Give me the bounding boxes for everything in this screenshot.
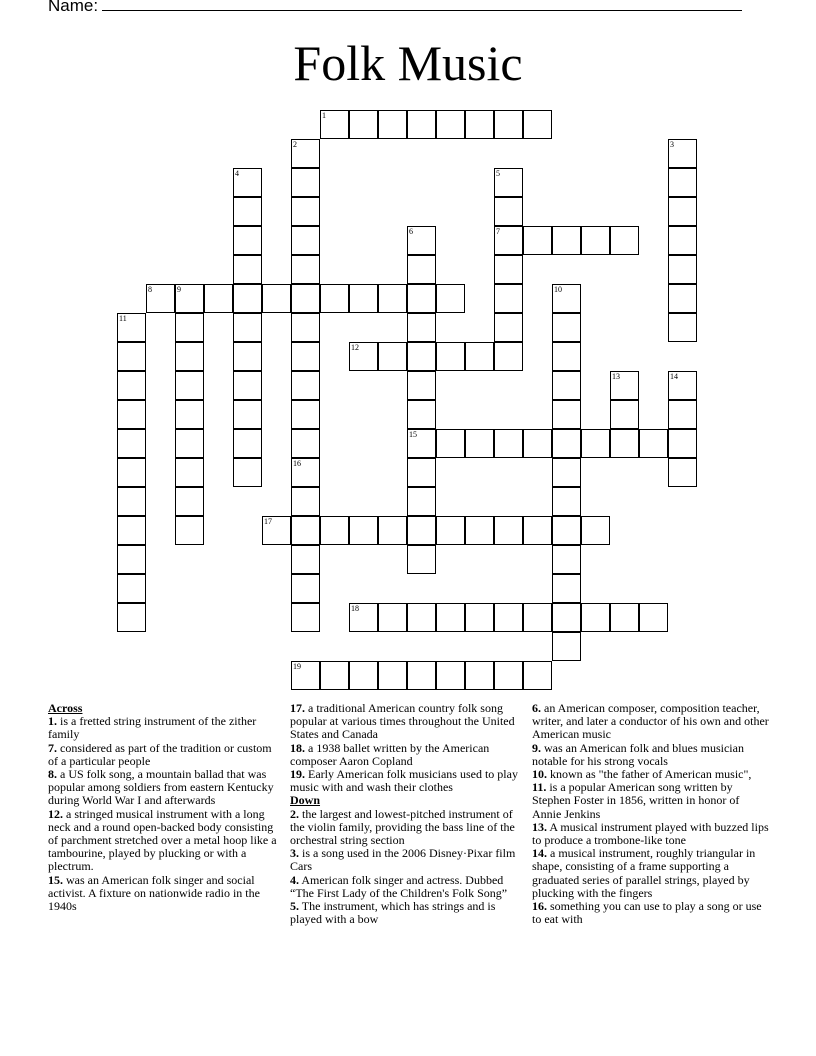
grid-cell[interactable]	[407, 487, 436, 516]
clue-number: 6	[409, 227, 413, 236]
grid-cell[interactable]	[494, 313, 523, 342]
grid-cell[interactable]	[233, 400, 262, 429]
grid-cell[interactable]	[494, 661, 523, 690]
grid-cell[interactable]	[668, 197, 697, 226]
clue-number: 3	[670, 140, 674, 149]
grid-cell[interactable]	[146, 284, 175, 313]
grid-cell[interactable]	[349, 603, 378, 632]
grid-cell[interactable]	[378, 110, 407, 139]
grid-cell[interactable]	[552, 545, 581, 574]
grid-cell[interactable]	[291, 603, 320, 632]
grid-cell[interactable]	[436, 429, 465, 458]
grid-cell[interactable]	[117, 516, 146, 545]
grid-cell[interactable]	[407, 516, 436, 545]
clue-number: 1	[322, 111, 326, 120]
grid-cell[interactable]	[668, 139, 697, 168]
grid-cell[interactable]	[407, 603, 436, 632]
grid-cell[interactable]	[291, 168, 320, 197]
grid-cell[interactable]	[668, 255, 697, 284]
clue-item: 1. is a fretted string instrument of the zither family	[48, 714, 257, 742]
grid-cell[interactable]	[581, 603, 610, 632]
grid-cell[interactable]	[233, 226, 262, 255]
clue-number: 5	[496, 169, 500, 178]
clue-item: 4. American folk singer and actress. Dubbed “The First Lady of the Children's Folk Song”	[290, 872, 508, 900]
grid-cell[interactable]	[407, 342, 436, 371]
grid-cell[interactable]	[668, 458, 697, 487]
grid-cell[interactable]	[291, 429, 320, 458]
grid-cell[interactable]	[552, 574, 581, 603]
grid-cell[interactable]	[668, 400, 697, 429]
clue-number: 2	[293, 140, 297, 149]
grid-cell[interactable]	[552, 226, 581, 255]
clue-number: 18	[351, 604, 359, 613]
clue-item: 2. the largest and lowest-pitched instrument of the violin family, providing the bass line of the orchestral string section	[290, 806, 515, 848]
grid-cell[interactable]	[494, 110, 523, 139]
grid-cell[interactable]	[668, 371, 697, 400]
clue-number: 10	[554, 285, 562, 294]
grid-cell[interactable]	[494, 197, 523, 226]
grid-cell[interactable]	[175, 284, 204, 313]
grid-cell[interactable]	[349, 110, 378, 139]
grid-cell[interactable]	[552, 313, 581, 342]
grid-cell[interactable]	[668, 313, 697, 342]
clue-item: 19. Early American folk musicians used to play music with and wash their clothes	[290, 767, 518, 795]
clue-item: 10. known as "the father of American music",	[532, 767, 752, 782]
clue-item: 15. was an American folk singer and social activist. A fixture on nationwide radio in the 1940s	[48, 872, 260, 914]
clue-column-2	[290, 702, 526, 926]
clue-number: 9	[177, 285, 181, 294]
grid-cell[interactable]	[175, 487, 204, 516]
grid-cell[interactable]	[668, 429, 697, 458]
clue-number: 19	[293, 662, 301, 671]
grid-cell[interactable]	[523, 603, 552, 632]
grid-cell[interactable]	[204, 284, 233, 313]
grid-cell[interactable]	[233, 255, 262, 284]
grid-cell[interactable]	[552, 400, 581, 429]
clue-item: 14. a musical instrument, roughly triangular in shape, consisting of a frame supporting a graduated series of parallel strings, played by plucking with the fingers	[532, 846, 756, 900]
grid-cell[interactable]	[233, 313, 262, 342]
grid-cell[interactable]	[175, 458, 204, 487]
grid-cell[interactable]	[407, 661, 436, 690]
clue-item: 9. was an American folk and blues musician notable for his strong vocals	[532, 740, 744, 768]
grid-cell[interactable]	[349, 516, 378, 545]
grid-cell[interactable]	[639, 603, 668, 632]
grid-cell[interactable]	[552, 458, 581, 487]
clue-column-3	[532, 702, 770, 926]
grid-cell[interactable]	[494, 255, 523, 284]
grid-cell[interactable]	[117, 342, 146, 371]
grid-cell[interactable]	[233, 371, 262, 400]
clue-item: 11. is a popular American song written by Stephen Foster in 1856, written in honor of Annie Jenkins	[532, 780, 740, 821]
grid-cell[interactable]	[117, 458, 146, 487]
grid-cell[interactable]	[610, 429, 639, 458]
grid-cell[interactable]	[407, 110, 436, 139]
grid-cell[interactable]	[407, 458, 436, 487]
grid-cell[interactable]	[436, 661, 465, 690]
grid-cell[interactable]	[494, 168, 523, 197]
clue-item: 18. a 1938 ballet written by the American composer Aaron Copland	[290, 740, 490, 768]
clue-number: 7	[496, 227, 500, 236]
clue-number: 15	[409, 430, 417, 439]
grid-cell[interactable]	[668, 284, 697, 313]
grid-cell[interactable]	[320, 110, 349, 139]
grid-cell[interactable]	[233, 197, 262, 226]
grid-cell[interactable]	[117, 545, 146, 574]
grid-cell[interactable]	[117, 574, 146, 603]
grid-cell[interactable]	[378, 516, 407, 545]
grid-cell[interactable]	[233, 458, 262, 487]
grid-cell[interactable]	[552, 632, 581, 661]
grid-cell[interactable]	[175, 371, 204, 400]
grid-cell[interactable]	[552, 371, 581, 400]
clue-item: 16. something you can use to play a song or use to eat with	[532, 899, 762, 927]
grid-cell[interactable]	[117, 371, 146, 400]
grid-cell[interactable]	[581, 226, 610, 255]
grid-cell[interactable]	[117, 603, 146, 632]
clue-number: 16	[293, 459, 301, 468]
grid-cell[interactable]	[291, 197, 320, 226]
grid-cell[interactable]	[175, 516, 204, 545]
clue-item: 6. an American composer, composition teacher, writer, and later a conductor of his own and other American music	[532, 701, 769, 742]
grid-cell[interactable]	[494, 284, 523, 313]
grid-cell[interactable]	[349, 342, 378, 371]
grid-cell[interactable]	[117, 487, 146, 516]
grid-cell[interactable]	[378, 342, 407, 371]
across-heading: Across	[48, 701, 83, 715]
clue-item: 7. considered as part of the tradition or custom of a particular people	[48, 740, 272, 768]
grid-cell[interactable]	[523, 226, 552, 255]
grid-cell[interactable]	[407, 313, 436, 342]
grid-cell[interactable]	[552, 284, 581, 313]
grid-cell[interactable]	[523, 661, 552, 690]
grid-cell[interactable]	[436, 603, 465, 632]
clue-number: 12	[351, 343, 359, 352]
grid-cell[interactable]	[291, 255, 320, 284]
grid-cell[interactable]	[436, 342, 465, 371]
grid-cell[interactable]	[407, 255, 436, 284]
down-heading: Down	[290, 793, 321, 808]
grid-cell[interactable]	[552, 487, 581, 516]
grid-cell[interactable]	[291, 574, 320, 603]
grid-cell[interactable]	[378, 284, 407, 313]
grid-cell[interactable]	[175, 429, 204, 458]
grid-cell[interactable]	[639, 429, 668, 458]
grid-cell[interactable]	[291, 545, 320, 574]
grid-cell[interactable]	[117, 400, 146, 429]
grid-cell[interactable]	[291, 342, 320, 371]
grid-cell[interactable]	[465, 516, 494, 545]
grid-cell[interactable]	[349, 661, 378, 690]
grid-cell[interactable]	[610, 400, 639, 429]
grid-cell[interactable]	[523, 516, 552, 545]
grid-cell[interactable]	[117, 429, 146, 458]
grid-cell[interactable]	[494, 429, 523, 458]
grid-cell[interactable]	[291, 313, 320, 342]
grid-cell[interactable]	[494, 226, 523, 255]
grid-cell[interactable]	[465, 603, 494, 632]
grid-cell[interactable]	[378, 603, 407, 632]
grid-cell[interactable]	[552, 342, 581, 371]
grid-cell[interactable]	[291, 371, 320, 400]
name-label: Name:	[48, 0, 99, 15]
grid-cell[interactable]	[552, 603, 581, 632]
grid-cell[interactable]	[320, 661, 349, 690]
clue-item: 8. a US folk song, a mountain ballad that was popular among soldiers from eastern Kentucky during World War I and afterwards	[48, 767, 274, 808]
grid-cell[interactable]	[465, 661, 494, 690]
clue-number: 8	[148, 285, 152, 294]
grid-cell[interactable]	[262, 516, 291, 545]
grid-cell[interactable]	[233, 429, 262, 458]
clue-item: 3. is a song used in the 2006 Disney·Pixar film Cars	[290, 846, 516, 874]
grid-cell[interactable]	[668, 168, 697, 197]
grid-cell[interactable]	[436, 110, 465, 139]
grid-cell[interactable]	[291, 487, 320, 516]
grid-cell[interactable]	[465, 429, 494, 458]
grid-cell[interactable]	[668, 226, 697, 255]
grid-cell[interactable]	[407, 284, 436, 313]
clue-item: 17. a traditional American country folk song popular at various times throughout the United States and Canada	[290, 701, 515, 742]
grid-cell[interactable]	[610, 371, 639, 400]
clue-column-1	[48, 702, 280, 913]
grid-cell[interactable]	[465, 110, 494, 139]
grid-cell[interactable]	[581, 516, 610, 545]
grid-cell[interactable]	[523, 429, 552, 458]
grid-cell[interactable]	[407, 226, 436, 255]
clue-item: 5. The instrument, which has strings and is played with a bow	[290, 899, 496, 927]
grid-cell[interactable]	[320, 284, 349, 313]
grid-cell[interactable]	[291, 284, 320, 313]
clue-item: 13. A musical instrument played with buzzed lips to produce a trombone-like tone	[532, 819, 769, 848]
grid-cell[interactable]	[581, 429, 610, 458]
grid-cell[interactable]	[175, 400, 204, 429]
grid-cell[interactable]	[494, 342, 523, 371]
grid-cell[interactable]	[175, 342, 204, 371]
clue-number: 13	[612, 372, 620, 381]
grid-cell[interactable]	[233, 342, 262, 371]
grid-cell[interactable]	[610, 226, 639, 255]
grid-cell[interactable]	[407, 371, 436, 400]
grid-cell[interactable]	[436, 516, 465, 545]
grid-cell[interactable]	[494, 516, 523, 545]
grid-cell[interactable]	[291, 661, 320, 690]
grid-cell[interactable]	[436, 284, 465, 313]
grid-cell[interactable]	[291, 516, 320, 545]
grid-cell[interactable]	[233, 168, 262, 197]
grid-cell[interactable]	[117, 313, 146, 342]
grid-cell[interactable]	[552, 516, 581, 545]
clue-number: 4	[235, 169, 239, 178]
grid-cell[interactable]	[233, 284, 262, 313]
grid-cell[interactable]	[407, 400, 436, 429]
grid-cell[interactable]	[378, 661, 407, 690]
grid-cell[interactable]	[175, 313, 204, 342]
clue-number: 17	[264, 517, 272, 526]
grid-cell[interactable]	[291, 226, 320, 255]
grid-cell[interactable]	[291, 458, 320, 487]
grid-cell[interactable]	[320, 516, 349, 545]
clue-item: 12. a stringed musical instrument with a long neck and a round open-backed body consisting of parchment stretched over a metal hoop like a tambourine, played by plucking or with a plectrum.	[48, 806, 277, 874]
grid-cell[interactable]	[291, 139, 320, 168]
grid-cell[interactable]	[262, 284, 291, 313]
grid-cell[interactable]	[349, 284, 378, 313]
grid-cell[interactable]	[494, 603, 523, 632]
grid-cell[interactable]	[407, 429, 436, 458]
grid-cell[interactable]	[610, 603, 639, 632]
grid-cell[interactable]	[465, 342, 494, 371]
grid-cell[interactable]	[523, 110, 552, 139]
clue-number: 14	[670, 372, 678, 381]
puzzle-title: Folk Music	[293, 35, 523, 91]
clue-number: 11	[119, 314, 127, 323]
grid-cell[interactable]	[407, 545, 436, 574]
grid-cell[interactable]	[291, 400, 320, 429]
grid-cell[interactable]	[552, 429, 581, 458]
